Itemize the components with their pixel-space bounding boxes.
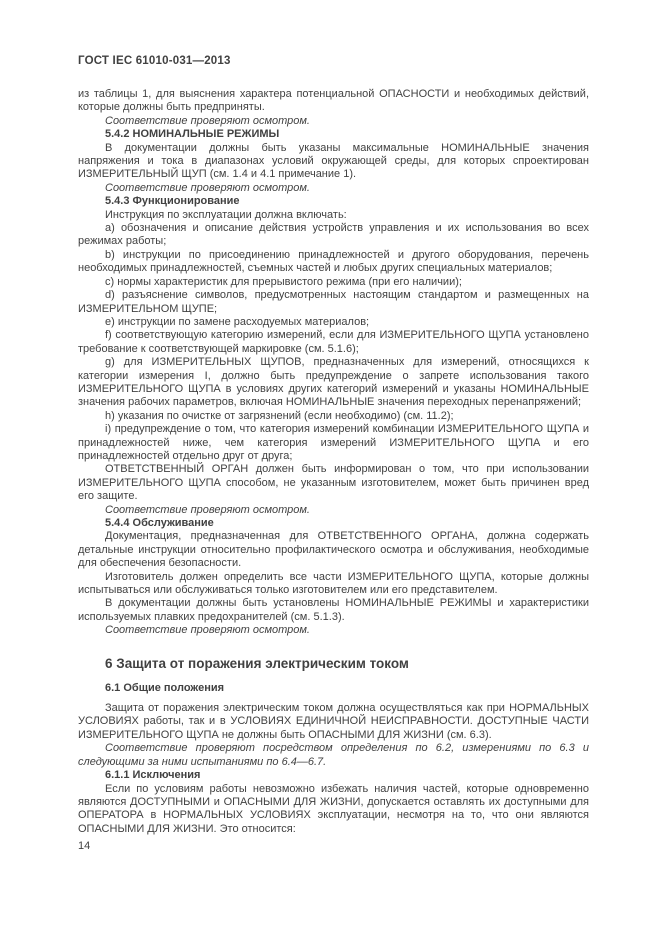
section-heading: 6 Защита от поражения электрическим током [105,655,409,671]
compliance-note: Соответствие проверяют осмотром. [105,114,310,127]
paragraph: i) предупреждение о том, что категория измерений комбинации ИЗМЕРИТЕЛЬНОГО ЩУПА и принадлежностей ниже, чем категория измерений ИЗМЕРИТЕЛЬНОГО ЩУПА и его принадлежностей отдельно друг от друга; [78,423,589,462]
running-header: ГОСТ IEC 61010-031—2013 [78,55,231,67]
document-body [78,88,589,836]
paragraph: a) обозначения и описание действия устройств управления и их использования во всех режимах работы; [78,222,589,248]
compliance-note: Соответствие проверяют осмотром. [105,181,310,194]
paragraph: d) разъяснение символов, предусмотренных настоящим стандартом и размещенных на ИЗМЕРИТЕЛЬНОМ ЩУПЕ; [78,289,589,315]
clause-heading: 5.4.2 НОМИНАЛЬНЫЕ РЕЖИМЫ [105,128,280,141]
paragraph: Документация, предназначенная для ОТВЕТСТВЕННОГО ОРГАНА, должна содержать детальные инструкции относительно профилактического осмотра и обслуживания, необходимые для обеспечения безопасности. [78,530,589,570]
paragraph: b) инструкции по присоединению принадлежностей и другого оборудования, перечень необходимых принадлежностей, съемных частей и любых других специальных материалов; [78,248,589,275]
compliance-note: Соответствие проверяют осмотром. [105,624,310,637]
paragraph: e) инструкции по замене расходуемых материалов; [105,315,370,328]
compliance-note: Соответствие проверяют посредством определения по 6.2, измерениями по 6.3 и следующими за ними испытаниями по 6.4—6.7. [78,742,589,768]
paragraph: Изготовитель должен определить все части ИЗМЕРИТЕЛЬНОГО ЩУПА, которые должны испытываться или обслуживаться только изготовителем или его представителем. [78,570,589,597]
paragraph: h) указания по очистке от загрязнений (если необходимо) (см. 11.2); [105,409,454,422]
paragraph: c) нормы характеристик для прерывистого режима (при его наличии); [105,275,462,288]
paragraph: В документации должны быть установлены НОМИНАЛЬНЫЕ РЕЖИМЫ и характеристики используемых плавких предохранителей (см. 5.1.3). [78,597,589,623]
paragraph: Если по условиям работы невозможно избежать наличия частей, которые одновременно являются ДОСТУПНЫМИ и ОПАСНЫМИ ДЛЯ ЖИЗНИ, допускается оставлять их доступными для ОПЕРАТОРА в НОРМАЛЬНЫХ УСЛОВИЯХ эксплуатации, несмотря на то, что они являются ОПАСНЫМИ ДЛЯ ЖИЗНИ. Это относится: [78,782,589,835]
paragraph: f) соответствующую категорию измерений, если для ИЗМЕРИТЕЛЬНОГО ЩУПА установлено требование к соответствующей маркировке (см. 5.1.6); [78,329,589,355]
clause-heading: 6.1.1 Исключения [105,769,201,782]
page-number: 14 [78,840,91,852]
paragraph: В документации должны быть указаны максимальные НОМИНАЛЬНЫЕ значения напряжения и тока в диапазонах условий окружающей среды, для которых спроектирован ИЗМЕРИТЕЛЬНЫЙ ЩУП (см. 1.4 и 4.1 примечание 1). [78,141,589,181]
clause-heading: 5.4.3 Функционирование [105,195,240,208]
paragraph: ОТВЕТСТВЕННЫЙ ОРГАН должен быть информирован о том, что при использовании ИЗМЕРИТЕЛЬНОГО ЩУПА способом, не указанным изготовителем, может быть причинен вред его защите. [78,463,589,503]
clause-heading: 5.4.4 Обслуживание [105,517,214,529]
subsection-heading: 6.1 Общие положения [105,681,225,694]
compliance-note: Соответствие проверяют осмотром. [105,503,310,516]
paragraph: Инструкция по эксплуатации должна включать: [105,208,347,221]
paragraph: из таблицы 1, для выяснения характера потенциальной ОПАСНОСТИ и необходимых действий, которые должны быть предприняты. [78,88,589,114]
paragraph: Защита от поражения электрическим током должна осуществляться как при НОРМАЛЬНЫХ УСЛОВИЯХ работы, так и в УСЛОВИЯХ ЕДИНИЧНОЙ НЕИСПРАВНОСТИ. ДОСТУПНЫЕ ЧАСТИ ИЗМЕРИТЕЛЬНОГО ЩУПА не должны быть ОПАСНЫМИ ДЛЯ ЖИЗНИ (см. 6.3). [78,702,589,741]
paragraph: g) для ИЗМЕРИТЕЛЬНЫХ ЩУПОВ, предназначенных для измерений, относящихся к категории измерения I, должно быть предупреждение о запрете использования такого ИЗМЕРИТЕЛЬНОГО ЩУПА в условиях других категорий измерений и указаны НОМИНАЛЬНЫЕ значения рабочих параметров, включая НОМИНАЛЬНЫЕ значения переходных перенапряжений; [78,356,589,409]
